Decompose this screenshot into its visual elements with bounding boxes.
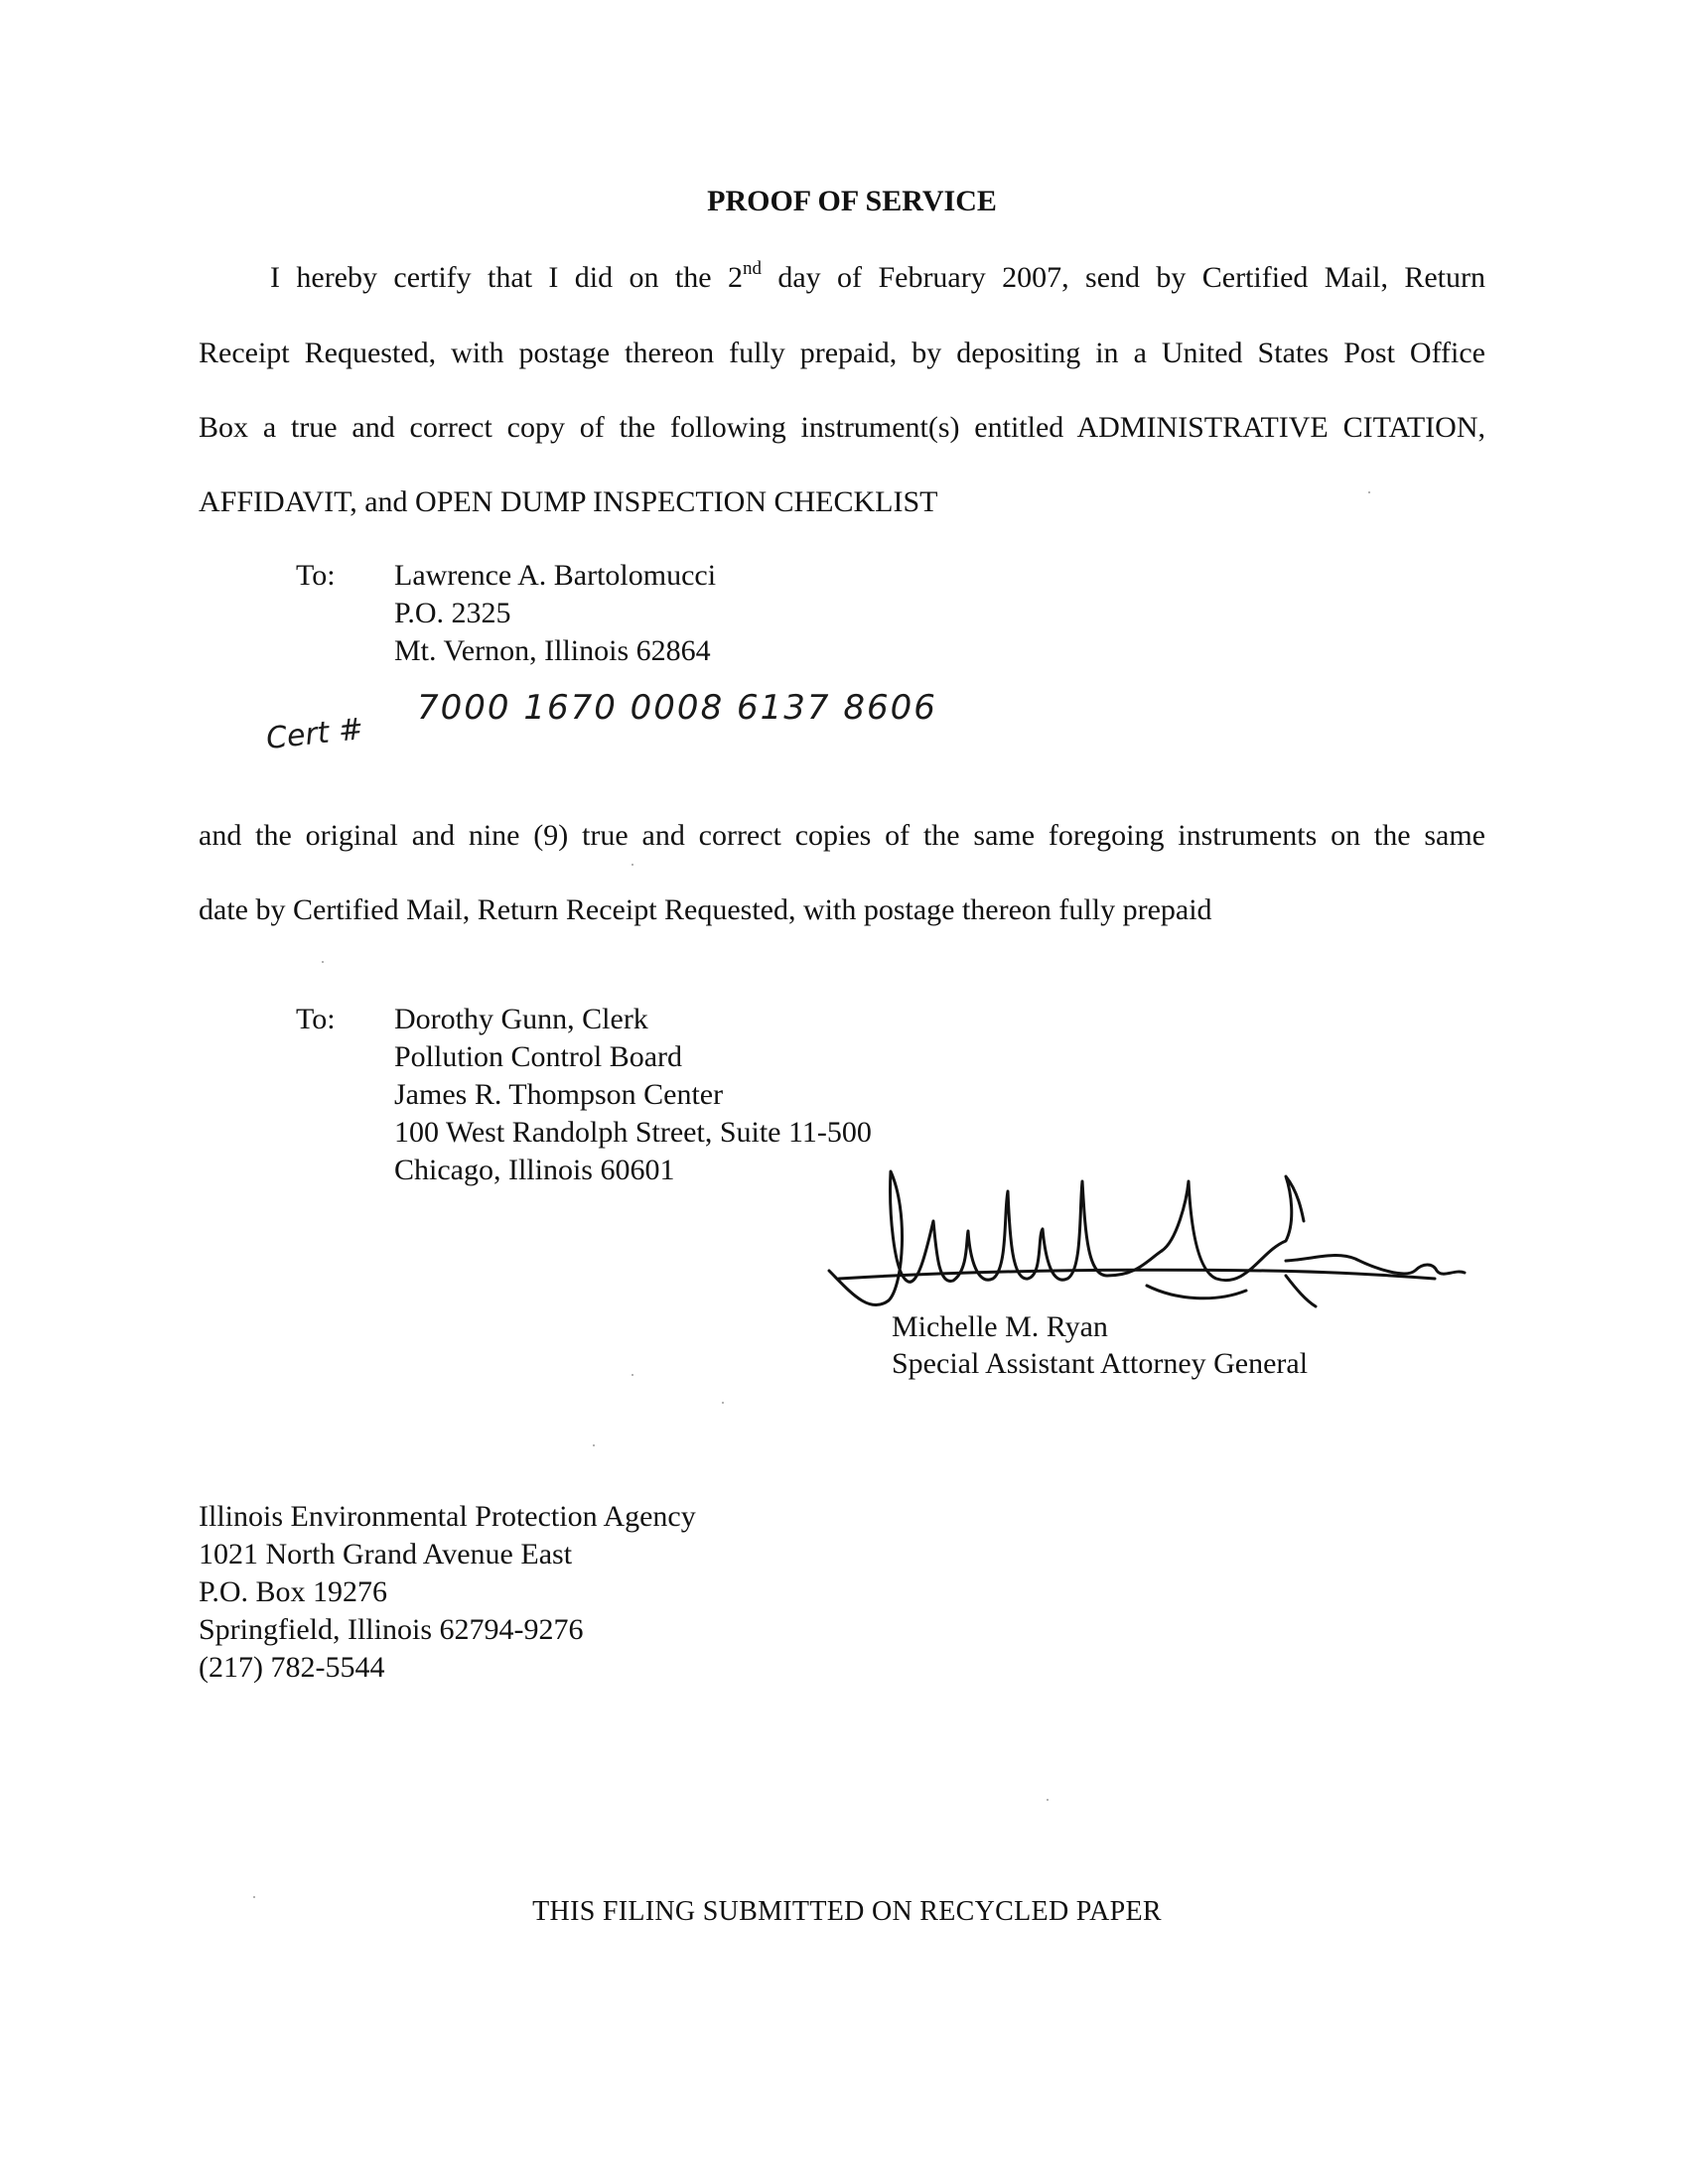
agency-city: Springfield, Illinois 62794-9276: [199, 1613, 584, 1646]
scan-speck: [253, 1896, 255, 1898]
recycled-paper-footer: THIS FILING SUBMITTED ON RECYCLED PAPER: [532, 1896, 1162, 1927]
scan-speck: [1368, 491, 1370, 493]
agency-phone: (217) 782-5544: [199, 1651, 385, 1684]
scan-speck: [593, 1444, 595, 1446]
copies-line-2: date by Certified Mail, Return Receipt Requested, with postage thereon fully prepaid: [199, 893, 1212, 926]
scan-speck: [1047, 1799, 1049, 1801]
certification-line-4: AFFIDAVIT, and OPEN DUMP INSPECTION CHECKLIST: [199, 485, 938, 518]
certification-text-b: day of February 2007, send by Certified Mail, Return: [761, 261, 1485, 294]
recipient1-po-box: P.O. 2325: [394, 597, 511, 629]
signatory-name: Michelle M. Ryan: [892, 1310, 1108, 1343]
handwritten-cert-number: 7000 1670 0008 6137 8606: [417, 688, 937, 728]
certification-line-3: Box a true and correct copy of the following instrument(s) entitled ADMINISTRATIVE CITATION,: [199, 411, 1485, 444]
recipient2-building: James R. Thompson Center: [394, 1078, 724, 1111]
recipient2-name: Dorothy Gunn, Clerk: [394, 1003, 648, 1035]
scan-speck: [632, 864, 633, 866]
scan-speck: [722, 1402, 724, 1404]
recipient2-city: Chicago, Illinois 60601: [394, 1154, 675, 1186]
to-label-1: To:: [296, 559, 336, 592]
signatory-title: Special Assistant Attorney General: [892, 1347, 1309, 1380]
document-title: PROOF OF SERVICE: [707, 185, 997, 217]
recipient2-street: 100 West Randolph Street, Suite 11-500: [394, 1116, 872, 1149]
copies-line-1: and the original and nine (9) true and correct copies of the same foregoing instruments on the same: [199, 819, 1485, 852]
certification-line-1: [270, 258, 1485, 294]
scan-speck: [632, 1374, 633, 1376]
scan-speck: [322, 961, 324, 963]
recipient2-board: Pollution Control Board: [394, 1040, 683, 1073]
handwritten-cert-label: Cert #: [264, 711, 365, 757]
certification-line-2: Receipt Requested, with postage thereon fully prepaid, by depositing in a United States Post Office: [199, 337, 1485, 369]
agency-name: Illinois Environmental Protection Agency: [199, 1500, 696, 1533]
recipient1-city: Mt. Vernon, Illinois 62864: [394, 634, 711, 667]
agency-street: 1021 North Grand Avenue East: [199, 1538, 573, 1570]
handwritten-signature: [819, 1152, 1474, 1330]
agency-po-box: P.O. Box 19276: [199, 1575, 388, 1608]
to-label-2: To:: [296, 1003, 336, 1035]
certification-text-a: I hereby certify that I did on the 2: [270, 261, 743, 294]
recipient1-name: Lawrence A. Bartolomucci: [394, 559, 717, 592]
ordinal-suffix: nd: [742, 258, 762, 279]
